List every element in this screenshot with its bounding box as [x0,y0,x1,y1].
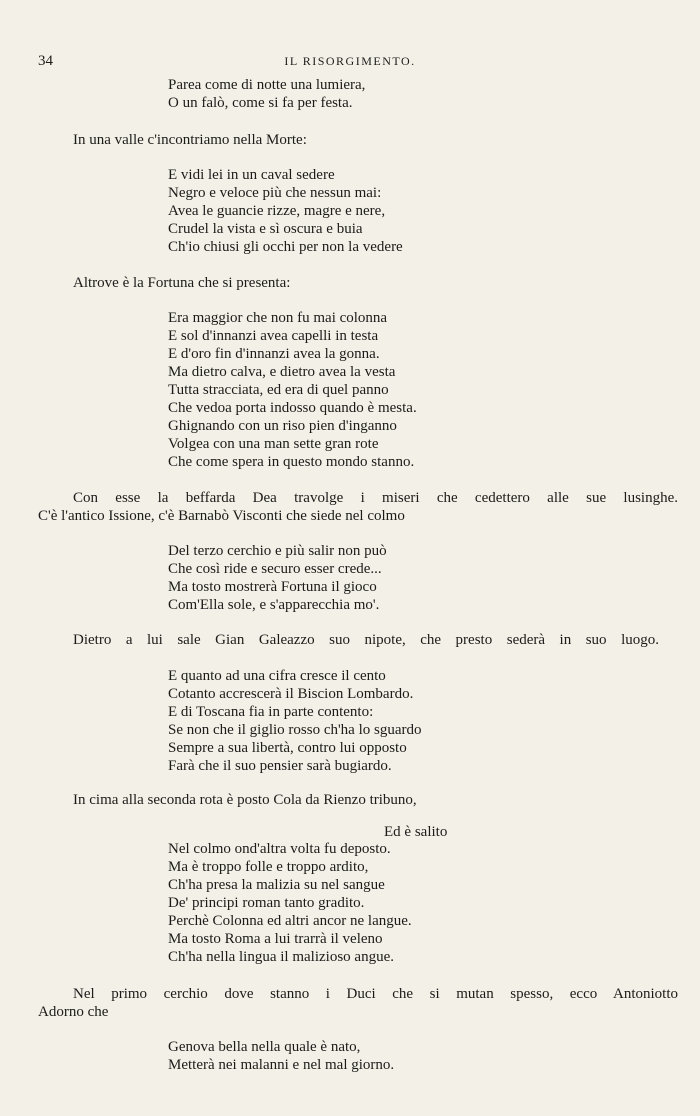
verse-line: E quanto ad una cifra cresce il cento [168,668,386,684]
verse-line: O un falò, come si fa per festa. [168,95,353,111]
verse-line: Volgea con una man sette gran rote [168,436,379,452]
verse-line: Parea come di notte una lumiera, [168,77,366,93]
verse-line: Cotanto accrescerà il Biscion Lombardo. [168,686,414,702]
verse-line: Che vedoa porta indosso quando è mesta. [168,400,417,416]
verse-line: Se non che il giglio rosso ch'ha lo sguardo [168,722,422,738]
verse-line: Ch'io chiusi gli occhi per non la vedere [168,239,403,255]
verse-line: Che così ride e securo esser crede... [168,561,382,577]
prose-line: Nel primo cerchio dove stanno i Duci che si mutan spesso, ecco Antoniotto [73,986,678,1002]
verse-line: Ghignando con un riso pien d'inganno [168,418,397,434]
verse-line: Del terzo cerchio e più salir non può [168,543,387,559]
verse-line: Ed è salito [384,824,448,840]
prose-line: Altrove è la Fortuna che si presenta: [73,275,291,291]
verse-line: Negro e veloce più che nessun mai: [168,185,382,201]
prose-line: C'è l'antico Issione, c'è Barnabò Visconti che siede nel colmo [38,508,405,524]
verse-line: Ma è troppo folle e troppo ardito, [168,859,369,875]
verse-line: E d'oro fin d'innanzi avea la gonna. [168,346,380,362]
verse-line: Farà che il suo pensier sarà bugiardo. [168,758,392,774]
verse-line: E sol d'innanzi avea capelli in testa [168,328,379,344]
verse-line: Era maggior che non fu mai colonna [168,310,388,326]
verse-line: Ch'ha nella lingua il malizioso angue. [168,949,394,965]
verse-line: Crudel la vista e sì oscura e buia [168,221,363,237]
verse-line: De' principi roman tanto gradito. [168,895,365,911]
page-number: 34 [38,53,53,69]
verse-line: Ma tosto mostrerà Fortuna il gioco [168,579,377,595]
verse-line: Che come spera in questo mondo stanno. [168,454,415,470]
verse-line: Sempre a sua libertà, contro lui opposto [168,740,407,756]
verse-line: Tutta stracciata, ed era di quel panno [168,382,389,398]
prose-line: Adorno che [38,1004,109,1020]
verse-line: Ch'ha presa la malizia su nel sangue [168,877,385,893]
verse-line: Metterà nei malanni e nel mal giorno. [168,1057,395,1073]
page-header [0,53,700,73]
verse-line: Ma dietro calva, e dietro avea la vesta [168,364,396,380]
verse-line: E vidi lei in un caval sedere [168,167,335,183]
verse-line: Com'Ella sole, e s'apparecchia mo'. [168,597,380,613]
prose-line: In una valle c'incontriamo nella Morte: [73,132,307,148]
verse-line: Ma tosto Roma a lui trarrà il veleno [168,931,383,947]
running-title: IL RISORGIMENTO. [284,54,416,68]
verse-line: E di Toscana fia in parte contento: [168,704,374,720]
prose-line: Dietro a lui sale Gian Galeazzo suo nipote, che presto sederà in suo luogo. [73,632,659,648]
verse-line: Nel colmo ond'altra volta fu deposto. [168,841,391,857]
verse-line: Genova bella nella quale è nato, [168,1039,361,1055]
prose-line: Con esse la beffarda Dea travolge i miseri che cedettero alle sue lusinghe. [73,490,678,506]
verse-line: Perchè Colonna ed altri ancor ne langue. [168,913,412,929]
verse-line: Avea le guancie rizze, magre e nere, [168,203,386,219]
prose-line: In cima alla seconda rota è posto Cola da Rienzo tribuno, [73,792,417,808]
